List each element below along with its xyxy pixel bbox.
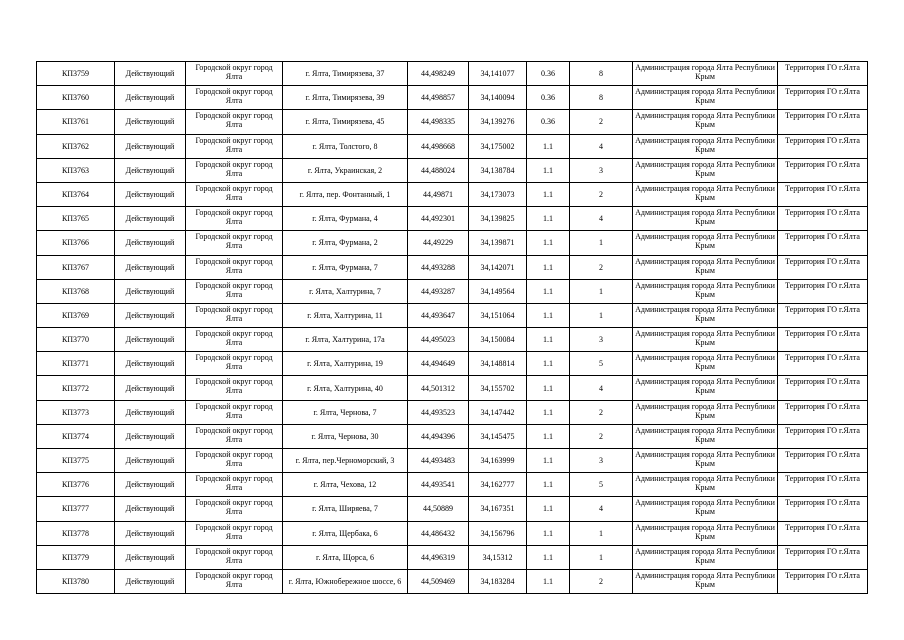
owner-cell: Администрация города Ялта Республики Крым	[633, 207, 778, 231]
latitude-cell: 44,498857	[408, 86, 469, 110]
table-row	[37, 400, 868, 424]
status-cell: Действующий	[115, 182, 186, 206]
point-id-cell: КП3759	[37, 62, 115, 86]
territory-cell: Территория ГО г.Ялта	[778, 376, 868, 400]
status-cell: Действующий	[115, 545, 186, 569]
longitude-cell: 34,141077	[469, 62, 527, 86]
status-cell: Действующий	[115, 86, 186, 110]
owner-cell: Администрация города Ялта Республики Крым	[633, 449, 778, 473]
district-cell: Городской округ город Ялта	[186, 231, 283, 255]
territory-cell: Территория ГО г.Ялта	[778, 134, 868, 158]
container-count-cell: 3	[570, 328, 633, 352]
table-row	[37, 473, 868, 497]
address-cell: г. Ялта, Халтурина, 17а	[283, 328, 408, 352]
owner-cell: Администрация города Ялта Республики Крым	[633, 62, 778, 86]
owner-cell: Администрация города Ялта Республики Крым	[633, 255, 778, 279]
territory-cell: Территория ГО г.Ялта	[778, 231, 868, 255]
status-cell: Действующий	[115, 521, 186, 545]
volume-cell: 0.36	[527, 110, 570, 134]
status-cell: Действующий	[115, 134, 186, 158]
point-id-cell: КП3762	[37, 134, 115, 158]
address-cell: г. Ялта, пер.Черноморский, 3	[283, 449, 408, 473]
district-cell: Городской округ город Ялта	[186, 473, 283, 497]
address-cell: г. Ялта, Тимирязева, 45	[283, 110, 408, 134]
territory-cell: Территория ГО г.Ялта	[778, 279, 868, 303]
volume-cell: 1.1	[527, 352, 570, 376]
owner-cell: Администрация города Ялта Республики Крым	[633, 86, 778, 110]
latitude-cell: 44,493647	[408, 303, 469, 327]
status-cell: Действующий	[115, 279, 186, 303]
status-cell: Действующий	[115, 352, 186, 376]
point-id-cell: КП3764	[37, 182, 115, 206]
status-cell: Действующий	[115, 473, 186, 497]
status-cell: Действующий	[115, 207, 186, 231]
longitude-cell: 34,145475	[469, 424, 527, 448]
point-id-cell: КП3772	[37, 376, 115, 400]
table-row	[37, 521, 868, 545]
status-cell: Действующий	[115, 231, 186, 255]
container-count-cell: 5	[570, 473, 633, 497]
address-cell: г. Ялта, Чернова, 7	[283, 400, 408, 424]
owner-cell: Администрация города Ялта Республики Крым	[633, 545, 778, 569]
territory-cell: Территория ГО г.Ялта	[778, 303, 868, 327]
container-count-cell: 1	[570, 521, 633, 545]
volume-cell: 1.1	[527, 449, 570, 473]
table-row	[37, 569, 868, 593]
longitude-cell: 34,138784	[469, 158, 527, 182]
district-cell: Городской округ город Ялта	[186, 569, 283, 593]
district-cell: Городской округ город Ялта	[186, 400, 283, 424]
territory-cell: Территория ГО г.Ялта	[778, 86, 868, 110]
volume-cell: 1.1	[527, 279, 570, 303]
owner-cell: Администрация города Ялта Республики Крым	[633, 569, 778, 593]
district-cell: Городской округ город Ялта	[186, 279, 283, 303]
volume-cell: 1.1	[527, 424, 570, 448]
table-row	[37, 62, 868, 86]
latitude-cell: 44,496319	[408, 545, 469, 569]
point-id-cell: КП3763	[37, 158, 115, 182]
volume-cell: 1.1	[527, 182, 570, 206]
container-count-cell: 2	[570, 110, 633, 134]
volume-cell: 0.36	[527, 86, 570, 110]
container-count-cell: 8	[570, 62, 633, 86]
address-cell: г. Ялта, Чернова, 30	[283, 424, 408, 448]
address-cell: г. Ялта, Тимирязева, 39	[283, 86, 408, 110]
volume-cell: 1.1	[527, 545, 570, 569]
volume-cell: 1.1	[527, 303, 570, 327]
latitude-cell: 44,498249	[408, 62, 469, 86]
volume-cell: 0.36	[527, 62, 570, 86]
owner-cell: Администрация города Ялта Республики Крым	[633, 473, 778, 497]
territory-cell: Территория ГО г.Ялта	[778, 569, 868, 593]
container-count-cell: 4	[570, 497, 633, 521]
territory-cell: Территория ГО г.Ялта	[778, 62, 868, 86]
point-id-cell: КП3767	[37, 255, 115, 279]
longitude-cell: 34,149564	[469, 279, 527, 303]
status-cell: Действующий	[115, 328, 186, 352]
district-cell: Городской округ город Ялта	[186, 497, 283, 521]
table-row	[37, 231, 868, 255]
district-cell: Городской округ город Ялта	[186, 86, 283, 110]
owner-cell: Администрация города Ялта Республики Крым	[633, 521, 778, 545]
owner-cell: Администрация города Ялта Республики Крым	[633, 182, 778, 206]
latitude-cell: 44,493523	[408, 400, 469, 424]
latitude-cell: 44,494649	[408, 352, 469, 376]
container-count-cell: 3	[570, 158, 633, 182]
volume-cell: 1.1	[527, 473, 570, 497]
table-row	[37, 545, 868, 569]
address-cell: г. Ялта, Халтурина, 7	[283, 279, 408, 303]
longitude-cell: 34,142071	[469, 255, 527, 279]
district-cell: Городской округ город Ялта	[186, 521, 283, 545]
territory-cell: Территория ГО г.Ялта	[778, 545, 868, 569]
owner-cell: Администрация города Ялта Республики Крым	[633, 424, 778, 448]
latitude-cell: 44,50889	[408, 497, 469, 521]
address-cell: г. Ялта, Халтурина, 40	[283, 376, 408, 400]
longitude-cell: 34,173073	[469, 182, 527, 206]
table-row	[37, 110, 868, 134]
table-row	[37, 134, 868, 158]
address-cell: г. Ялта, Южнобережное шоссе, 6	[283, 569, 408, 593]
address-cell: г. Ялта, Фурмана, 2	[283, 231, 408, 255]
table-row	[37, 328, 868, 352]
container-count-cell: 2	[570, 424, 633, 448]
point-id-cell: КП3765	[37, 207, 115, 231]
territory-cell: Территория ГО г.Ялта	[778, 182, 868, 206]
volume-cell: 1.1	[527, 158, 570, 182]
address-cell: г. Ялта, Фурмана, 7	[283, 255, 408, 279]
status-cell: Действующий	[115, 569, 186, 593]
longitude-cell: 34,147442	[469, 400, 527, 424]
latitude-cell: 44,488024	[408, 158, 469, 182]
territory-cell: Территория ГО г.Ялта	[778, 424, 868, 448]
registry-table	[36, 61, 868, 594]
owner-cell: Администрация города Ялта Республики Крым	[633, 231, 778, 255]
table-row	[37, 376, 868, 400]
point-id-cell: КП3773	[37, 400, 115, 424]
latitude-cell: 44,498668	[408, 134, 469, 158]
longitude-cell: 34,148814	[469, 352, 527, 376]
table-row	[37, 86, 868, 110]
address-cell: г. Ялта, Украинская, 2	[283, 158, 408, 182]
owner-cell: Администрация города Ялта Республики Крым	[633, 328, 778, 352]
latitude-cell: 44,493287	[408, 279, 469, 303]
table-row	[37, 279, 868, 303]
container-count-cell: 2	[570, 255, 633, 279]
territory-cell: Территория ГО г.Ялта	[778, 449, 868, 473]
volume-cell: 1.1	[527, 497, 570, 521]
volume-cell: 1.1	[527, 400, 570, 424]
owner-cell: Администрация города Ялта Республики Крым	[633, 158, 778, 182]
owner-cell: Администрация города Ялта Республики Крым	[633, 376, 778, 400]
address-cell: г. Ялта, Ширяева, 7	[283, 497, 408, 521]
district-cell: Городской округ город Ялта	[186, 328, 283, 352]
longitude-cell: 34,150084	[469, 328, 527, 352]
point-id-cell: КП3777	[37, 497, 115, 521]
volume-cell: 1.1	[527, 521, 570, 545]
longitude-cell: 34,139871	[469, 231, 527, 255]
point-id-cell: КП3780	[37, 569, 115, 593]
volume-cell: 1.1	[527, 231, 570, 255]
longitude-cell: 34,156796	[469, 521, 527, 545]
address-cell: г. Ялта, Чехова, 12	[283, 473, 408, 497]
container-count-cell: 1	[570, 231, 633, 255]
registry-body	[37, 62, 868, 594]
territory-cell: Территория ГО г.Ялта	[778, 352, 868, 376]
latitude-cell: 44,495023	[408, 328, 469, 352]
district-cell: Городской округ город Ялта	[186, 352, 283, 376]
latitude-cell: 44,509469	[408, 569, 469, 593]
district-cell: Городской округ город Ялта	[186, 134, 283, 158]
territory-cell: Территория ГО г.Ялта	[778, 473, 868, 497]
container-count-cell: 4	[570, 376, 633, 400]
longitude-cell: 34,162777	[469, 473, 527, 497]
address-cell: г. Ялта, Халтурина, 11	[283, 303, 408, 327]
status-cell: Действующий	[115, 424, 186, 448]
status-cell: Действующий	[115, 158, 186, 182]
longitude-cell: 34,151064	[469, 303, 527, 327]
address-cell: г. Ялта, Щербака, 6	[283, 521, 408, 545]
table-row	[37, 182, 868, 206]
point-id-cell: КП3776	[37, 473, 115, 497]
container-count-cell: 2	[570, 569, 633, 593]
address-cell: г. Ялта, Щорса, 6	[283, 545, 408, 569]
table-row	[37, 497, 868, 521]
volume-cell: 1.1	[527, 569, 570, 593]
district-cell: Городской округ город Ялта	[186, 376, 283, 400]
address-cell: г. Ялта, Тимирязева, 37	[283, 62, 408, 86]
longitude-cell: 34,163999	[469, 449, 527, 473]
territory-cell: Территория ГО г.Ялта	[778, 255, 868, 279]
table-row	[37, 158, 868, 182]
status-cell: Действующий	[115, 62, 186, 86]
territory-cell: Территория ГО г.Ялта	[778, 400, 868, 424]
status-cell: Действующий	[115, 497, 186, 521]
address-cell: г. Ялта, Халтурина, 19	[283, 352, 408, 376]
district-cell: Городской округ город Ялта	[186, 158, 283, 182]
volume-cell: 1.1	[527, 376, 570, 400]
status-cell: Действующий	[115, 376, 186, 400]
container-count-cell: 2	[570, 182, 633, 206]
document-sheet	[36, 61, 867, 594]
district-cell: Городской округ город Ялта	[186, 182, 283, 206]
latitude-cell: 44,492301	[408, 207, 469, 231]
container-count-cell: 4	[570, 134, 633, 158]
district-cell: Городской округ город Ялта	[186, 303, 283, 327]
status-cell: Действующий	[115, 110, 186, 134]
district-cell: Городской округ город Ялта	[186, 255, 283, 279]
point-id-cell: КП3760	[37, 86, 115, 110]
longitude-cell: 34,175002	[469, 134, 527, 158]
container-count-cell: 4	[570, 207, 633, 231]
latitude-cell: 44,494396	[408, 424, 469, 448]
table-row	[37, 255, 868, 279]
address-cell: г. Ялта, пер. Фонтанный, 1	[283, 182, 408, 206]
owner-cell: Администрация города Ялта Республики Крым	[633, 497, 778, 521]
longitude-cell: 34,167351	[469, 497, 527, 521]
latitude-cell: 44,493483	[408, 449, 469, 473]
point-id-cell: КП3770	[37, 328, 115, 352]
territory-cell: Территория ГО г.Ялта	[778, 110, 868, 134]
owner-cell: Администрация города Ялта Республики Крым	[633, 110, 778, 134]
latitude-cell: 44,493541	[408, 473, 469, 497]
container-count-cell: 5	[570, 352, 633, 376]
container-count-cell: 1	[570, 545, 633, 569]
volume-cell: 1.1	[527, 207, 570, 231]
longitude-cell: 34,139276	[469, 110, 527, 134]
container-count-cell: 1	[570, 279, 633, 303]
container-count-cell: 8	[570, 86, 633, 110]
point-id-cell: КП3771	[37, 352, 115, 376]
longitude-cell: 34,15312	[469, 545, 527, 569]
district-cell: Городской округ город Ялта	[186, 207, 283, 231]
latitude-cell: 44,501312	[408, 376, 469, 400]
container-count-cell: 3	[570, 449, 633, 473]
container-count-cell: 2	[570, 400, 633, 424]
owner-cell: Администрация города Ялта Республики Крым	[633, 279, 778, 303]
address-cell: г. Ялта, Фурмана, 4	[283, 207, 408, 231]
volume-cell: 1.1	[527, 328, 570, 352]
point-id-cell: КП3774	[37, 424, 115, 448]
status-cell: Действующий	[115, 303, 186, 327]
latitude-cell: 44,486432	[408, 521, 469, 545]
table-row	[37, 424, 868, 448]
longitude-cell: 34,155702	[469, 376, 527, 400]
territory-cell: Территория ГО г.Ялта	[778, 497, 868, 521]
volume-cell: 1.1	[527, 134, 570, 158]
point-id-cell: КП3768	[37, 279, 115, 303]
owner-cell: Администрация города Ялта Республики Крым	[633, 400, 778, 424]
district-cell: Городской округ город Ялта	[186, 110, 283, 134]
point-id-cell: КП3779	[37, 545, 115, 569]
territory-cell: Территория ГО г.Ялта	[778, 328, 868, 352]
container-count-cell: 1	[570, 303, 633, 327]
latitude-cell: 44,493288	[408, 255, 469, 279]
table-row	[37, 303, 868, 327]
table-row	[37, 449, 868, 473]
latitude-cell: 44,49229	[408, 231, 469, 255]
longitude-cell: 34,183284	[469, 569, 527, 593]
volume-cell: 1.1	[527, 255, 570, 279]
point-id-cell: КП3761	[37, 110, 115, 134]
district-cell: Городской округ город Ялта	[186, 62, 283, 86]
latitude-cell: 44,498335	[408, 110, 469, 134]
territory-cell: Территория ГО г.Ялта	[778, 521, 868, 545]
table-row	[37, 207, 868, 231]
status-cell: Действующий	[115, 400, 186, 424]
point-id-cell: КП3769	[37, 303, 115, 327]
district-cell: Городской округ город Ялта	[186, 449, 283, 473]
address-cell: г. Ялта, Толстого, 8	[283, 134, 408, 158]
district-cell: Городской округ город Ялта	[186, 424, 283, 448]
territory-cell: Территория ГО г.Ялта	[778, 207, 868, 231]
latitude-cell: 44,49871	[408, 182, 469, 206]
owner-cell: Администрация города Ялта Республики Крым	[633, 352, 778, 376]
status-cell: Действующий	[115, 449, 186, 473]
table-row	[37, 352, 868, 376]
point-id-cell: КП3766	[37, 231, 115, 255]
owner-cell: Администрация города Ялта Республики Крым	[633, 134, 778, 158]
longitude-cell: 34,140094	[469, 86, 527, 110]
owner-cell: Администрация города Ялта Республики Крым	[633, 303, 778, 327]
status-cell: Действующий	[115, 255, 186, 279]
district-cell: Городской округ город Ялта	[186, 545, 283, 569]
point-id-cell: КП3778	[37, 521, 115, 545]
territory-cell: Территория ГО г.Ялта	[778, 158, 868, 182]
longitude-cell: 34,139825	[469, 207, 527, 231]
point-id-cell: КП3775	[37, 449, 115, 473]
